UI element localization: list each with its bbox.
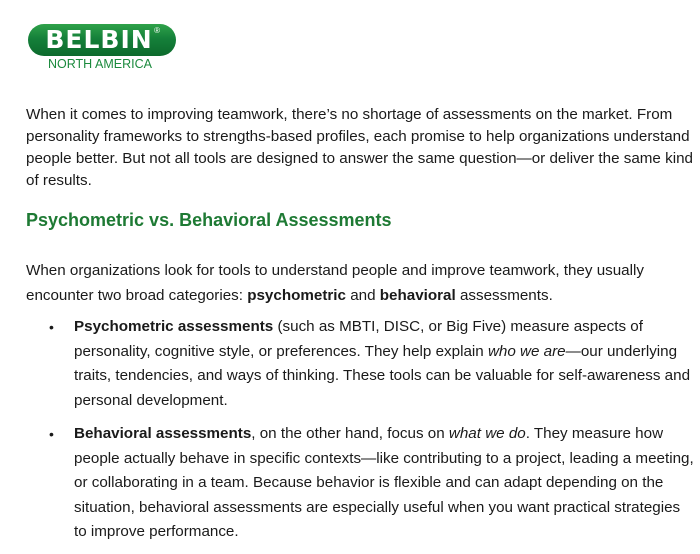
belbin-logo (28, 24, 178, 72)
article-body (26, 104, 694, 540)
item-text: (such as MBTI, DISC, or Big Five) measure aspects of personality, cognitive style, or preferences. They help explain (74, 318, 643, 360)
item-title: Psychometric assessments (74, 318, 274, 335)
bold-psychometric: psychometric (247, 287, 346, 304)
logo-subtitle: NORTH AMERICA (48, 57, 152, 71)
item-emphasis: who we are (487, 342, 566, 360)
section-heading: Psychometric vs. Behavioral Assessments (26, 210, 392, 230)
paragraph-text: and (345, 287, 380, 304)
paragraph-text: assessments. (455, 287, 553, 304)
paragraph-text: When organizations look for tools to understand people and improve teamwork, they usually encounter two broad categories: (26, 262, 644, 304)
item-text: . They measure how people actually behave in specific contexts—like contributing to a project, leading a meeting, or collaborating in a team. Because behavior is flexible and can adapt depending on the situation, behavioral assessments are especially useful when you want practical strategies to improve performance. (74, 425, 694, 540)
categories-paragraph (26, 258, 694, 308)
logo-pill (28, 24, 176, 56)
list-item-psychometric (26, 315, 694, 413)
item-emphasis: what we do (448, 425, 526, 442)
logo-wordmark: BELBIN (45, 25, 153, 54)
intro-paragraph: When it comes to improving teamwork, there’s no shortage of assessments on the market. From personality frameworks to strengths-based profiles, each promise to help organizations understand people better. But not all tools are designed to answer the same question—or deliver the same kind of results. (26, 106, 693, 189)
list-item-behavioral (26, 422, 694, 545)
item-title: Behavioral assessments (74, 425, 252, 442)
item-text: , on the other hand, focus on (251, 425, 449, 442)
assessment-list (26, 315, 694, 554)
registered-mark-icon: ® (154, 26, 160, 35)
bullet-icon: • (49, 426, 54, 442)
item-text: —our underlying traits, tendencies, and ways of thinking. These tools can be valuable for self-awareness and personal development. (74, 342, 691, 409)
bullet-icon: • (49, 319, 54, 335)
bold-behavioral: behavioral (379, 287, 456, 304)
